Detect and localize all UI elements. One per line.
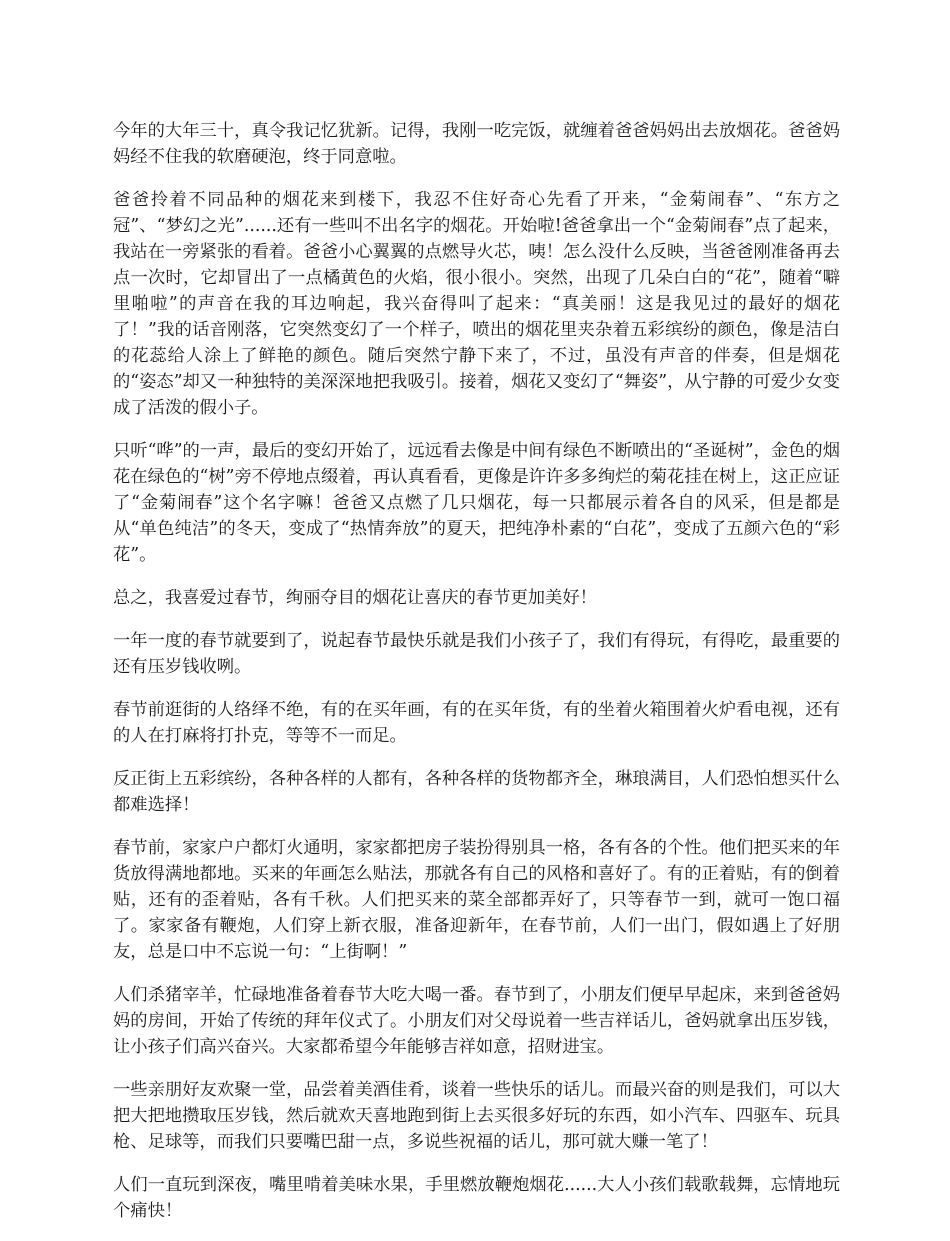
paragraph-street-colors: 反正街上五彩缤纷，各种各样的人都有，各种各样的货物都齐全，琳琅满目，人们恐怕想买什么都难选择！ [113,769,840,815]
paragraph-fireworks-types: 爸爸拎着不同品种的烟花来到楼下，我忍不住好奇心先看了开来，“金菊闹春”、“东方之冠”、“梦幻之光”......还有一些叫不出名字的烟花。开始啦!爸爸拿出一个“金菊闹春”点了起来，我站在一旁紧张的看着。爸爸小心翼翼的点燃导火芯，咦！怎么没什么反映，当爸爸刚准备再去点一次时，它却冒出了一点橘黄色的火焰，很小很小。突然，出现了几朵白白的“花”，随着“噼里啪啦”的声音在我的耳边响起，我兴奋得叫了起来：“真美丽！这是我见过的最好的烟花了！”我的话音刚落，它突然变幻了一个样子，喷出的烟花里夹杂着五彩缤纷的颜色，像是洁白的花蕊给人涂上了鲜艳的颜色。随后突然宁静下来了，不过，虽没有声音的伴奏，但是烟花的“姿态”却又一种独特的美深深地把我吸引。接着，烟花又变幻了“舞姿”，从宁静的可爱少女变成了活泼的假小子。 [113,190,840,418]
paragraph-spring-festival-intro: 一年一度的春节就要到了，说起春节最快乐就是我们小孩子了，我们有得玩，有得吃，最重要的还有压岁钱收咧。 [113,631,840,677]
paragraph-shopping-crowds: 春节前逛街的人络绎不绝，有的在买年画，有的在买年货，有的坐着火箱围着火炉看电视，还有的人在打麻将打扑克，等等不一而足。 [113,700,840,746]
paragraph-late-night-celebration: 人们一直玩到深夜，嘴里啃着美味水果，手里燃放鞭炮烟花......大人小孩们载歌载舞，忘情地玩个痛快！ [113,1175,840,1221]
paragraph-home-decoration: 春节前，家家户户都灯火通明，家家都把房子装扮得别具一格，各有各的个性。他们把买来的年货放得满地都地。买来的年画怎么贴法，那就各有自己的风格和喜好了。有的正着贴，有的倒着贴，还有的歪着贴，各有千秋。人们把买来的菜全部都弄好了，只等春节一到，就可一饱口福了。家家备有鞭炮，人们穿上新衣服，准备迎新年，在春节前，人们一出门，假如遇上了好朋友，总是口中不忘说一句：“上街啊！” [113,838,840,962]
paragraph-family-gathering: 一些亲朋好友欢聚一堂，品尝着美酒佳肴，谈着一些快乐的话儿。而最兴奋的则是我们，可以大把大把地攒取压岁钱，然后就欢天喜地跑到街上去买很多好玩的东西，如小汽车、四驱车、玩具枪、足球等，而我们只要嘴巴甜一点，多说些祝福的话儿，那可就大赚一笔了！ [113,1080,840,1152]
document-page [113,118,840,1241]
paragraph-new-years-eve: 今年的大年三十，真令我记忆犹新。记得，我刚一吃完饭，就缠着爸爸妈妈出去放烟花。爸爸妈妈经不住我的软磨硬泡，终于同意啦。 [113,121,840,167]
paragraph-final-transformation: 只听“哗”的一声，最后的变幻开始了，远远看去像是中间有绿色不断喷出的“圣诞树”，金色的烟花在绿色的“树”旁不停地点缀着，再认真看看，更像是许许多多绚烂的菊花挂在树上，这正应证了“金菊闹春”这个名字嘛！爸爸又点燃了几只烟花，每一只都展示着各自的风采，但是都是从“单色纯洁”的冬天，变成了“热情奔放”的夏天，把纯净朴素的“白花”，变成了五颜六色的“彩花”。 [113,441,840,565]
paragraph-new-year-greetings: 人们杀猪宰羊，忙碌地准备着春节大吃大喝一番。春节到了，小朋友们便早早起床，来到爸爸妈妈的房间，开始了传统的拜年仪式了。小朋友们对父母说着一些吉祥话儿，爸妈就拿出压岁钱，让小孩子们高兴奋兴。大家都希望今年能够吉祥如意，招财进宝。 [113,985,840,1057]
paragraph-conclusion: 总之，我喜爱过春节，绚丽夺目的烟花让喜庆的春节更加美好！ [113,588,597,608]
